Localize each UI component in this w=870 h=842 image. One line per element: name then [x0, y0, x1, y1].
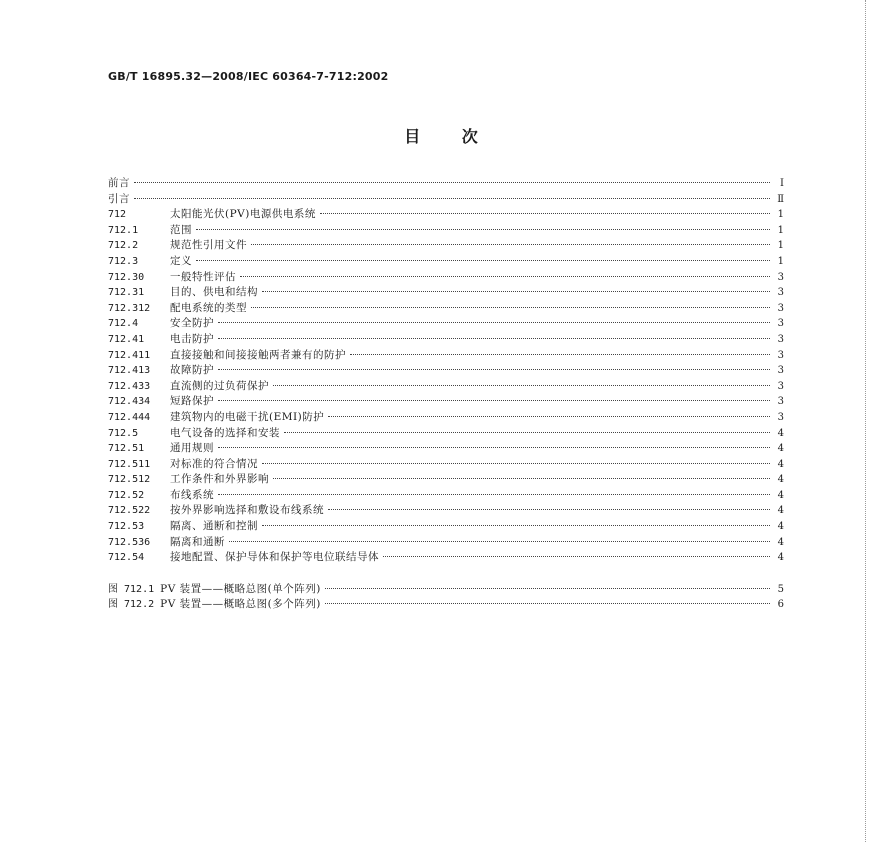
- toc-entry-title: 电气设备的选择和安装: [170, 426, 280, 439]
- toc-page-number: 4: [777, 474, 784, 486]
- toc-figures: [108, 582, 784, 613]
- toc-entry-number: 712.511: [108, 458, 151, 470]
- dot-leader: [251, 244, 770, 245]
- toc-page-number: 6: [777, 599, 784, 611]
- dot-leader: [134, 198, 770, 199]
- toc-page-number: 1: [777, 240, 784, 252]
- toc-entry-number: 712.312: [108, 302, 151, 314]
- toc-entry-number: 712.536: [108, 536, 151, 548]
- toc-entry[interactable]: [108, 379, 784, 395]
- toc-entry[interactable]: [108, 426, 784, 442]
- toc-entry-title: 电击防护: [170, 332, 214, 345]
- toc-page-number: 4: [777, 489, 784, 501]
- dot-leader: [218, 447, 770, 448]
- toc-page-number: 4: [777, 427, 784, 439]
- dot-leader: [240, 276, 770, 277]
- toc-page-number: 1: [777, 209, 784, 221]
- figure-list-entry[interactable]: [108, 582, 784, 598]
- toc-entry-number: 712.31: [108, 287, 145, 299]
- toc-entry-title: 前言: [108, 177, 130, 189]
- dot-leader: [218, 369, 770, 370]
- toc-page-number: 3: [777, 396, 784, 408]
- toc-entry-title: 直接接触和间接接触两者兼有的防护: [170, 348, 346, 361]
- toc-entry-title: 一般特性评估: [170, 270, 236, 283]
- toc-entry-number: 图 712.1: [108, 583, 155, 595]
- toc-entry-title: 通用规则: [170, 442, 214, 455]
- toc-sections: [108, 176, 784, 566]
- table-of-contents: [108, 176, 784, 613]
- toc-entry-title: 故障防护: [170, 364, 214, 377]
- toc-page-number: Ⅰ: [780, 178, 784, 189]
- toc-entry-title: 按外界影响选择和敷设布线系统: [170, 504, 324, 517]
- toc-entry-title: 目的、供电和结构: [170, 286, 258, 299]
- toc-entry[interactable]: [108, 472, 784, 488]
- toc-page-number: 3: [777, 333, 784, 345]
- dot-leader: [383, 556, 770, 557]
- toc-entry[interactable]: [108, 192, 784, 208]
- toc-entry-number: 712.54: [108, 552, 145, 564]
- dot-leader: [196, 229, 770, 230]
- toc-page-number: 3: [777, 411, 784, 423]
- dot-leader: [196, 260, 770, 261]
- dot-leader: [229, 541, 770, 542]
- toc-entry[interactable]: [108, 363, 784, 379]
- toc-page-number: Ⅱ: [777, 193, 784, 205]
- toc-entry-title: 规范性引用文件: [170, 239, 247, 252]
- toc-entry[interactable]: [108, 348, 784, 364]
- toc-entry-title: 接地配置、保护导体和保护等电位联结导体: [170, 551, 379, 564]
- toc-entry-title: 引言: [108, 192, 130, 205]
- dot-leader: [328, 416, 770, 417]
- toc-entry-title: 安全防护: [170, 317, 214, 330]
- toc-entry-number: 712.522: [108, 505, 151, 517]
- toc-page-number: 5: [777, 583, 784, 595]
- toc-entry-number: 712.434: [108, 396, 151, 408]
- toc-page-number: 3: [777, 287, 784, 299]
- toc-page-number: 4: [777, 505, 784, 517]
- toc-entry[interactable]: [108, 457, 784, 473]
- toc-entry-title: 对标准的符合情况: [170, 457, 258, 470]
- toc-entry-number: 712.3: [108, 255, 139, 267]
- toc-entry-title: 建筑物内的电磁干扰(EMI)防护: [170, 410, 325, 423]
- toc-entry[interactable]: [108, 441, 784, 457]
- dot-leader: [251, 307, 770, 308]
- toc-entry-number: 712: [108, 209, 127, 221]
- dot-leader: [273, 478, 770, 479]
- toc-entry[interactable]: [108, 503, 784, 519]
- toc-entry-title: 配电系统的类型: [170, 301, 247, 314]
- toc-entry[interactable]: [108, 254, 784, 270]
- toc-entry[interactable]: [108, 223, 784, 239]
- toc-entry-number: 712.512: [108, 474, 151, 486]
- toc-page-number: 3: [777, 349, 784, 361]
- toc-entry-title: 定义: [170, 254, 192, 267]
- toc-entry[interactable]: [108, 332, 784, 348]
- toc-entry-number: 712.30: [108, 271, 145, 283]
- toc-entry-title: 范围: [170, 223, 192, 236]
- toc-entry-title: 短路保护: [170, 395, 214, 408]
- dot-leader: [273, 385, 770, 386]
- toc-entry-title: 直流侧的过负荷保护: [170, 379, 269, 392]
- toc-entry[interactable]: [108, 176, 784, 192]
- toc-entry-number: 712.53: [108, 521, 145, 533]
- toc-entry-title: 布线系统: [170, 488, 214, 501]
- toc-entry-number: 712.51: [108, 443, 145, 455]
- dot-leader: [350, 354, 770, 355]
- toc-page-number: 4: [777, 536, 784, 548]
- toc-entry-title: 工作条件和外界影响: [170, 473, 269, 486]
- toc-page-number: 3: [777, 380, 784, 392]
- toc-page-number: 4: [777, 521, 784, 533]
- toc-entry[interactable]: [108, 301, 784, 317]
- dot-leader: [218, 322, 770, 323]
- toc-page-number: 4: [777, 458, 784, 470]
- toc-entry-title: 隔离和通断: [170, 535, 225, 548]
- toc-entry-number: 712.411: [108, 349, 151, 361]
- dot-leader: [328, 509, 770, 510]
- toc-entry-number: 712.444: [108, 411, 151, 423]
- dot-leader: [320, 213, 770, 214]
- toc-entry-number: 图 712.2: [108, 599, 155, 611]
- toc-page-number: 3: [777, 271, 784, 283]
- toc-entry[interactable]: [108, 394, 784, 410]
- toc-page-number: 1: [777, 224, 784, 236]
- dot-leader: [134, 182, 770, 183]
- toc-entry-number: 712.2: [108, 240, 139, 252]
- dot-leader: [262, 463, 770, 464]
- toc-entry-number: 712.4: [108, 318, 139, 330]
- toc-entry-title: PV 装置——概略总图(多个阵列): [160, 598, 321, 611]
- toc-entry[interactable]: [108, 285, 784, 301]
- toc-entry[interactable]: [108, 535, 784, 551]
- toc-entry-title: 隔离、通断和控制: [170, 520, 258, 533]
- dot-leader: [325, 603, 770, 604]
- toc-entry-title: 太阳能光伏(PV)电源供电系统: [170, 208, 316, 221]
- toc-entry[interactable]: [108, 410, 784, 426]
- toc-entry[interactable]: [108, 316, 784, 332]
- dot-leader: [218, 400, 770, 401]
- standard-code-header: GB/T 16895.32—2008/IEC 60364-7-712:2002: [108, 70, 389, 83]
- toc-page-number: 3: [777, 318, 784, 330]
- dot-leader: [218, 494, 770, 495]
- toc-page-number: 4: [777, 552, 784, 564]
- dot-leader: [262, 525, 770, 526]
- toc-entry[interactable]: [108, 270, 784, 286]
- toc-entry-number: 712.52: [108, 489, 145, 501]
- toc-entry-number: 712.413: [108, 365, 151, 377]
- toc-entry[interactable]: [108, 238, 784, 254]
- toc-entry-number: 712.5: [108, 427, 139, 439]
- toc-entry-number: 712.1: [108, 224, 139, 236]
- dot-leader: [325, 588, 770, 589]
- toc-page-number: 1: [777, 255, 784, 267]
- dot-leader: [284, 432, 770, 433]
- toc-entry[interactable]: [108, 488, 784, 504]
- dot-leader: [262, 291, 770, 292]
- toc-page-number: 4: [777, 443, 784, 455]
- toc-entry-number: 712.433: [108, 380, 151, 392]
- toc-entry-number: 712.41: [108, 333, 145, 345]
- toc-entry-title: PV 装置——概略总图(单个阵列): [160, 582, 321, 595]
- toc-page-number: 3: [777, 365, 784, 377]
- toc-entry[interactable]: [108, 207, 784, 223]
- page-title: 目 次: [404, 127, 496, 146]
- toc-entry[interactable]: [108, 519, 784, 535]
- toc-entry[interactable]: [108, 550, 784, 566]
- toc-page-number: 3: [777, 302, 784, 314]
- figure-list-entry[interactable]: [108, 597, 784, 613]
- dot-leader: [218, 338, 770, 339]
